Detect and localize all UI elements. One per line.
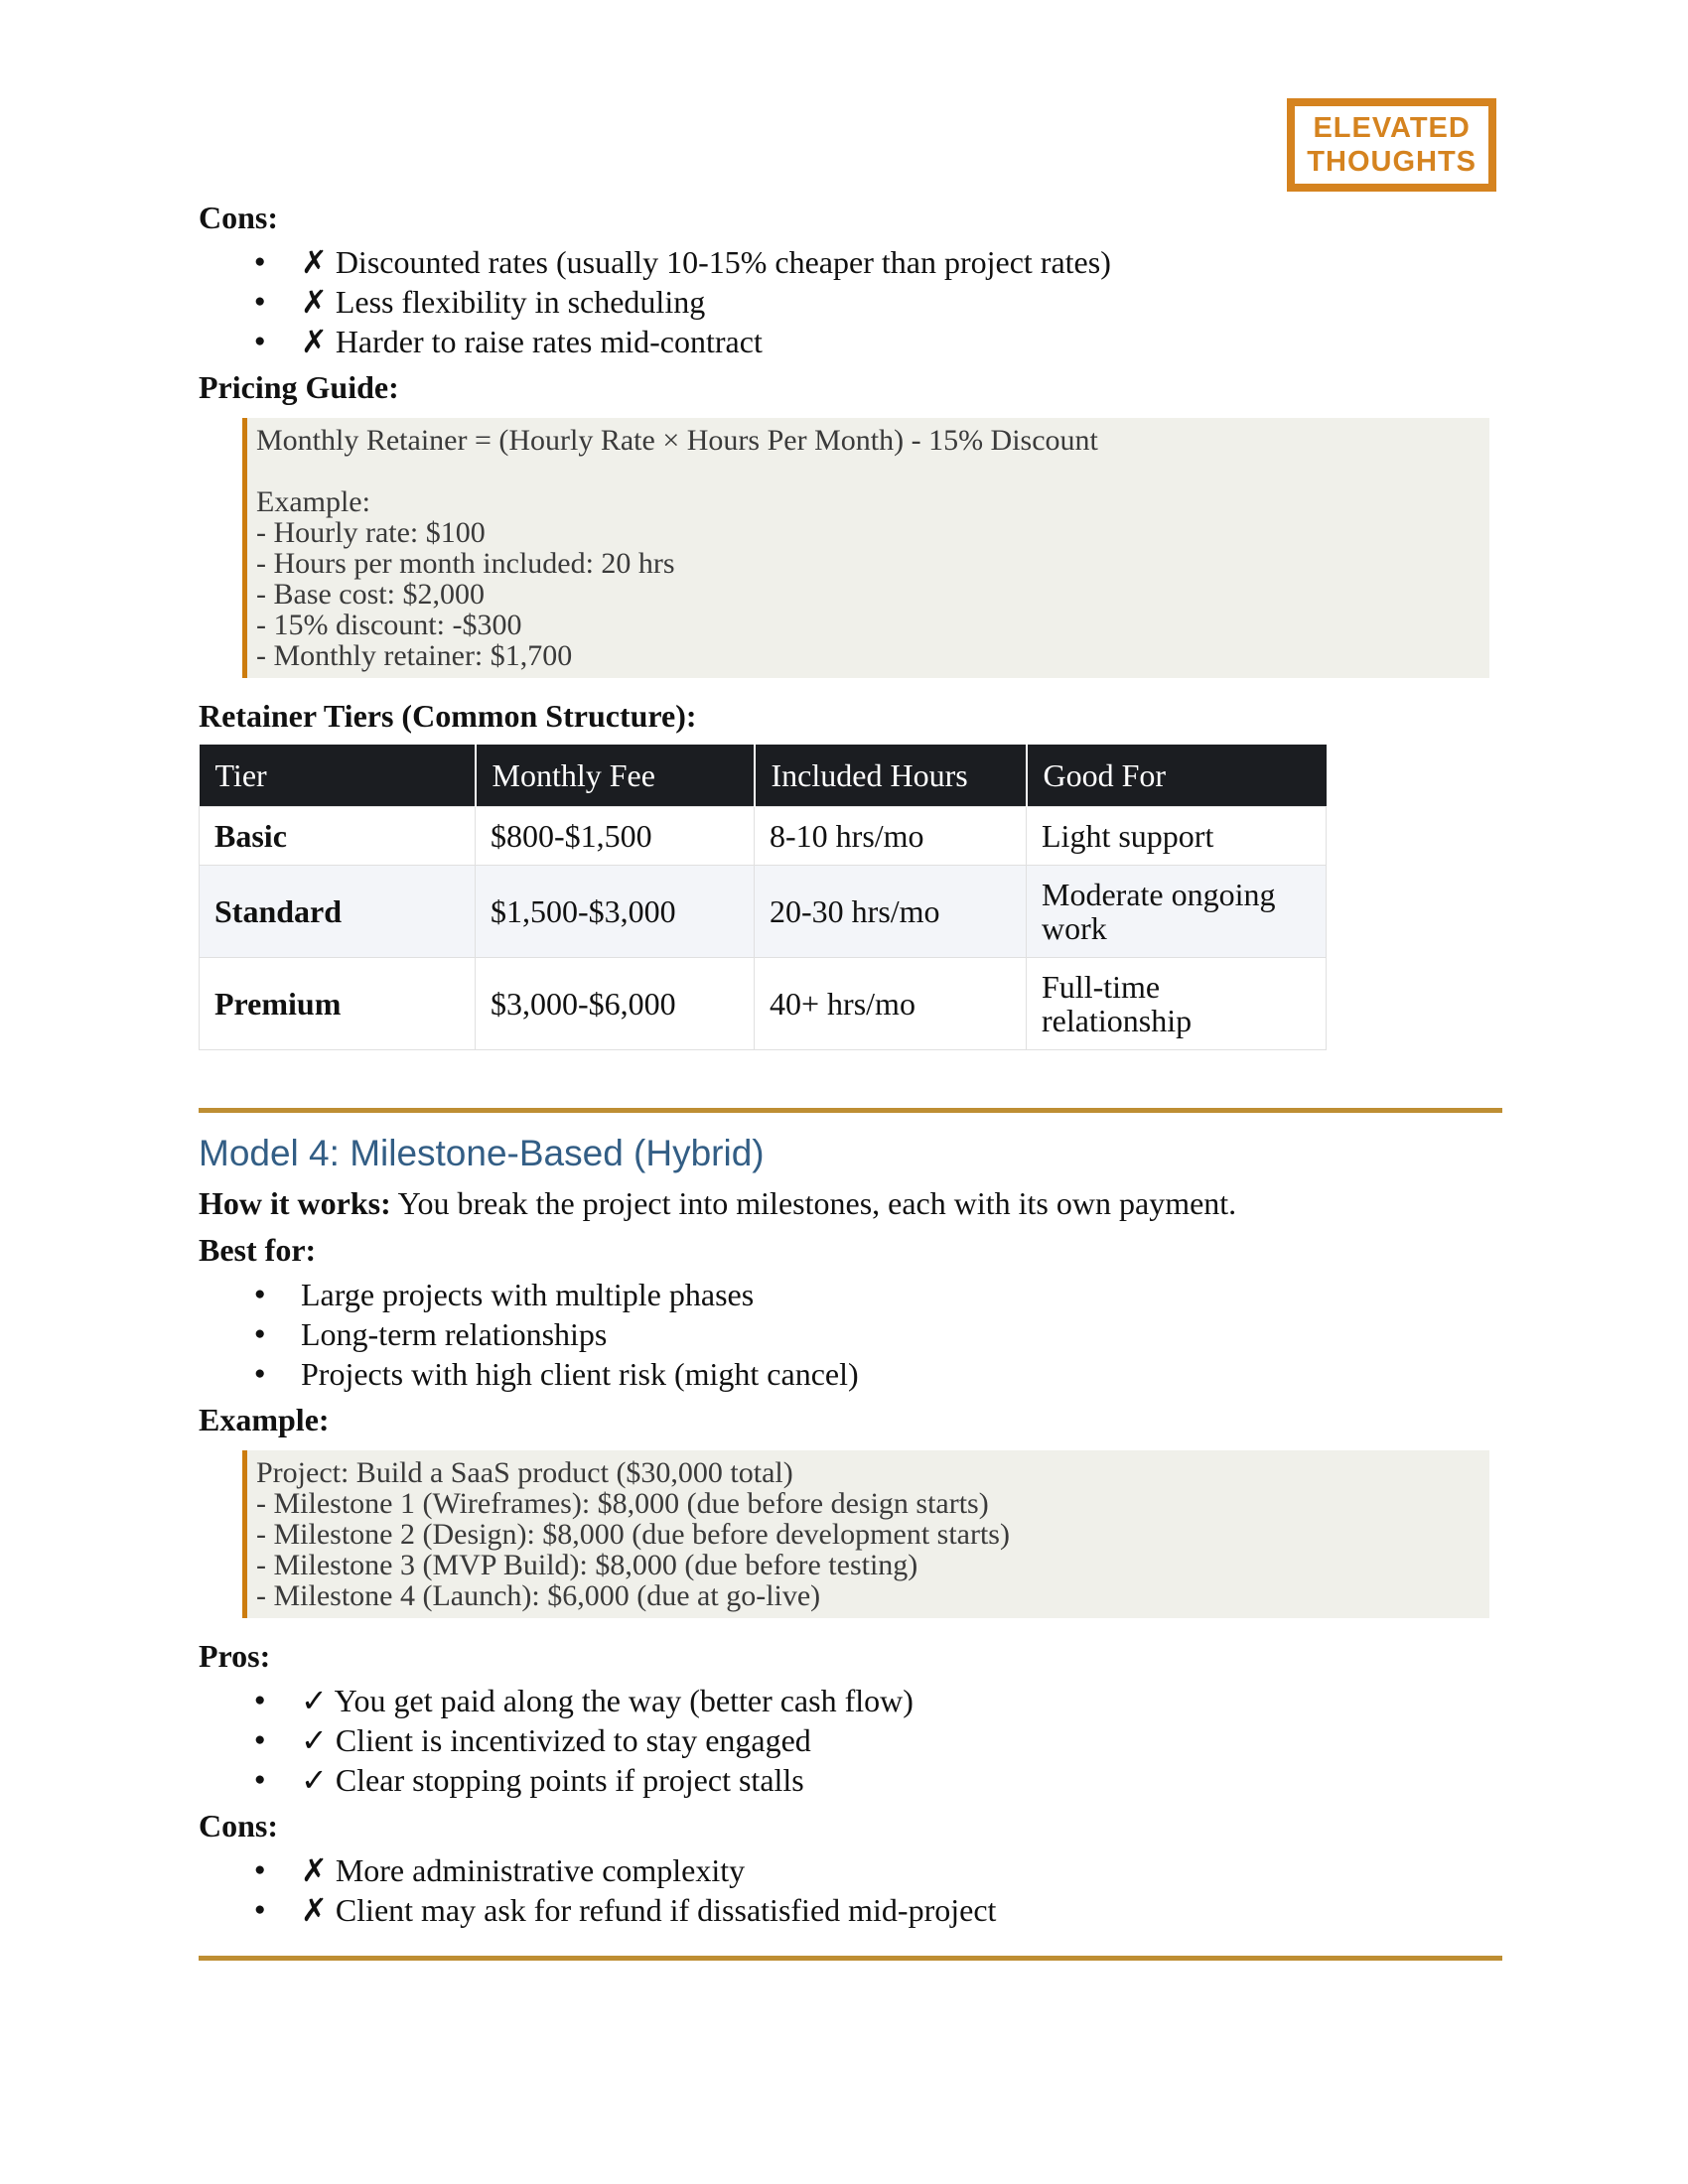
code-line: - Hours per month included: 20 hrs [256,547,675,580]
table-cell: Full-time relationship [1027,958,1327,1050]
table-cell: 8-10 hrs/mo [755,807,1027,866]
table-cell: Light support [1027,807,1327,866]
section-divider [199,1108,1502,1113]
code-line: - Milestone 3 (MVP Build): $8,000 (due before testing) [256,1549,918,1581]
column-header-monthly-fee: Monthly Fee [476,745,755,807]
table-cell: $3,000-$6,000 [476,958,755,1050]
list-item: ● ✓ Client is incentivized to stay engaged [199,1720,1502,1760]
elevated-thoughts-logo [1287,98,1496,192]
list-item: ● Large projects with multiple phases [199,1275,1502,1314]
list-item: ● ✗ Harder to raise rates mid-contract [199,322,1502,361]
milestone-example-code-block [242,1450,1489,1618]
model4-heading: Model 4: Milestone-Based (Hybrid) [199,1133,765,1173]
logo-line2: THOUGHTS [1307,146,1477,178]
table-cell: $1,500-$3,000 [476,866,755,958]
pros-list [199,1681,1502,1800]
column-header-included-hours: Included Hours [755,745,1027,807]
best-for-list [199,1275,1502,1394]
table-cell: Basic [200,807,476,866]
pricing-guide-code-block [242,418,1489,678]
table-row [200,866,1327,958]
code-line: Example: [256,485,370,518]
example-heading: Example: [199,1402,330,1437]
table-row [200,958,1327,1050]
code-line: - 15% discount: -$300 [256,609,522,641]
list-item: ● ✗ Client may ask for refund if dissatisfied mid-project [199,1890,1502,1930]
code-line: Monthly Retainer = (Hourly Rate × Hours Per Month) - 15% Discount [256,424,1098,457]
how-it-works-paragraph [199,1186,1502,1220]
list-item: ● Long-term relationships [199,1314,1502,1354]
list-item: ● ✗ More administrative complexity [199,1850,1502,1890]
section-divider [199,1956,1502,1961]
cons-heading: Cons: [199,200,279,235]
how-it-works-text: You break the project into milestones, each with its own payment. [390,1185,1237,1221]
best-for-heading: Best for: [199,1232,317,1268]
column-header-tier: Tier [200,745,476,807]
code-line: Project: Build a SaaS product ($30,000 total) [256,1456,793,1489]
cons-list [199,242,1502,361]
cons2-list [199,1850,1502,1930]
list-item: ● ✓ You get paid along the way (better cash flow) [199,1681,1502,1720]
code-line: - Milestone 4 (Launch): $6,000 (due at go-live) [256,1579,821,1612]
code-line: - Base cost: $2,000 [256,578,485,611]
table-cell: Premium [200,958,476,1050]
table-cell: $800-$1,500 [476,807,755,866]
list-item: ● ✗ Less flexibility in scheduling [199,282,1502,322]
column-header-good-for: Good For [1027,745,1327,807]
table-header-row [200,745,1327,807]
pricing-guide-heading: Pricing Guide: [199,369,399,405]
list-item: ● ✗ Discounted rates (usually 10-15% cheaper than project rates) [199,242,1502,282]
table-cell: 20-30 hrs/mo [755,866,1027,958]
code-line: - Monthly retainer: $1,700 [256,639,573,672]
table-row [200,807,1327,866]
how-it-works-label: How it works: [199,1185,391,1221]
list-item: ● ✓ Clear stopping points if project stalls [199,1760,1502,1800]
table-cell: Standard [200,866,476,958]
code-line [256,456,1479,486]
list-item: ● Projects with high client risk (might cancel) [199,1354,1502,1394]
code-line: - Milestone 1 (Wireframes): $8,000 (due before design starts) [256,1487,989,1520]
code-line: - Milestone 2 (Design): $8,000 (due before development starts) [256,1518,1010,1551]
table-cell: 40+ hrs/mo [755,958,1027,1050]
retainer-tiers-heading: Retainer Tiers (Common Structure): [199,698,697,734]
table-cell: Moderate ongoing work [1027,866,1327,958]
retainer-tiers-table [199,745,1327,1050]
code-line: - Hourly rate: $100 [256,516,486,549]
cons2-heading: Cons: [199,1808,279,1843]
logo-line1: ELEVATED [1313,112,1471,144]
pros-heading: Pros: [199,1638,271,1674]
